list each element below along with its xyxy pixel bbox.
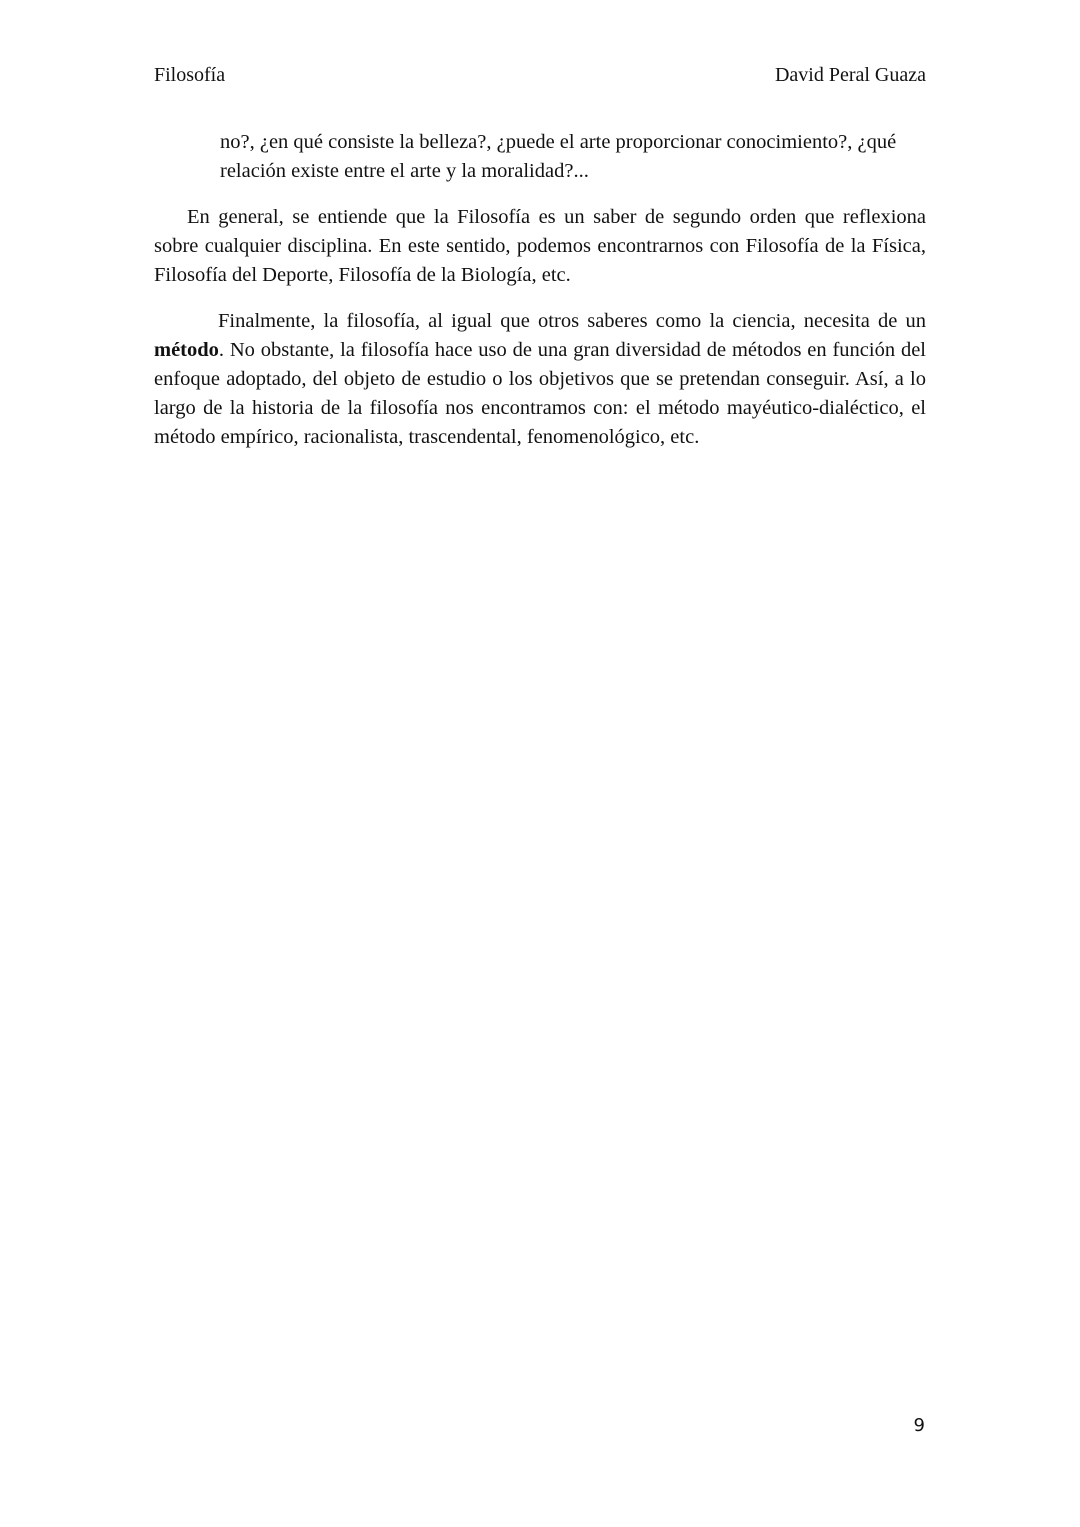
header-subject: Filosofía [154,64,226,86]
header-author: David Peral Guaza [774,64,926,86]
paragraph-philosophy-second-order: En general, se entiende que la Filosofía es un saber de segundo orden que reflexiona sobre cualquier disciplina. En este sentido, podemos encontrarnos con Filosofía de la Física, Filosofía del Deporte, Filosofía de la Biología, etc. [154,206,926,286]
page-body [154,128,926,452]
paragraph-method-start: Finalmente, la filosofía, al igual que otros saberes como la ciencia, necesita de un [218,310,926,332]
method-term: método [154,339,219,361]
paragraph-method [154,307,926,452]
continuation-paragraph: no?, ¿en qué consiste la belleza?, ¿puede el arte proporcionar conocimiento?, ¿qué relación existe entre el arte y la moralidad?... [220,131,897,182]
page-number: 9 [913,1415,925,1436]
paragraph-method-end: . No obstante, la filosofía hace uso de una gran diversidad de métodos en función del enfoque adoptado, del objeto de estudio o los objetivos que se pretendan conseguir. Así, a lo largo de la historia de la filosofía nos encontramos con: el método mayéutico-dialéctico, el método empírico, racionalista, trascendental, fenomenológico, etc. [154,339,926,448]
